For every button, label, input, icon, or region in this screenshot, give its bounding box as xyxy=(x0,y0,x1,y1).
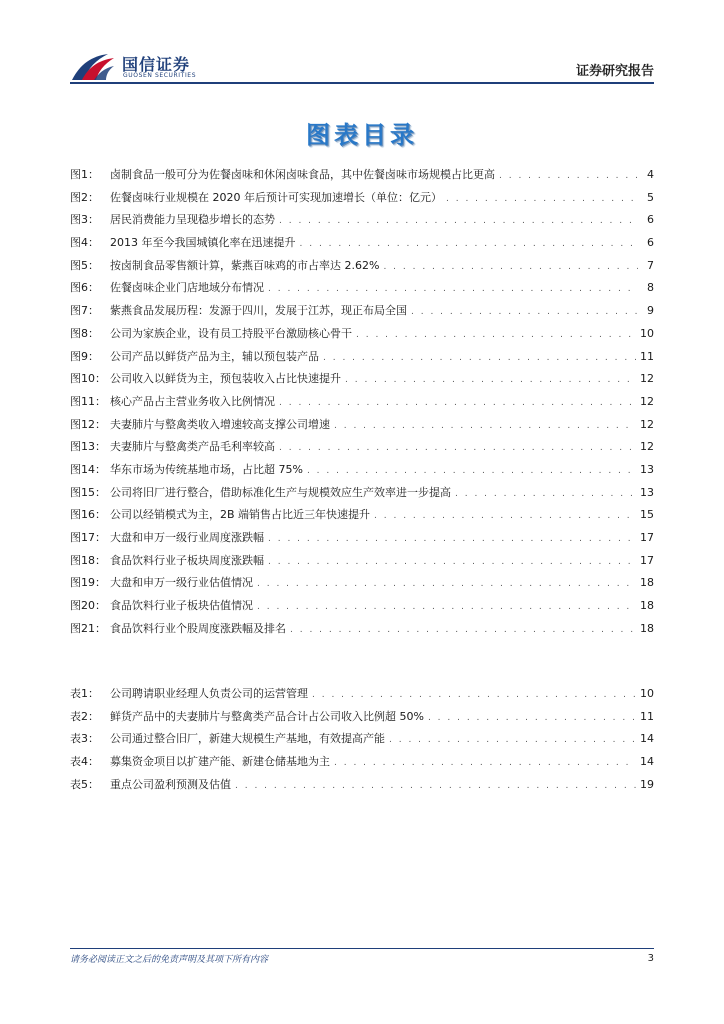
entry-number: 图20： xyxy=(70,599,106,613)
entry-number: 图14： xyxy=(70,462,106,476)
entry-number: 图3： xyxy=(70,213,99,227)
entry-title: 华东市场为传统基地市场，占比超 75% xyxy=(110,462,303,476)
figure-toc-entry[interactable] xyxy=(70,323,654,346)
entry-title: 夫妻肺片与整禽类产品毛利率较高 xyxy=(110,440,275,454)
figure-toc-entry[interactable] xyxy=(70,187,654,210)
table-toc-entry[interactable] xyxy=(70,683,654,706)
figure-toc-entry[interactable] xyxy=(70,414,654,437)
dot-leader xyxy=(312,684,636,707)
entry-page-number: 18 xyxy=(640,621,654,635)
entry-page-number: 13 xyxy=(640,462,654,476)
page-header xyxy=(0,0,724,90)
entry-number: 图13： xyxy=(70,440,106,454)
entry-page-number: 12 xyxy=(640,440,654,454)
entry-number: 图18： xyxy=(70,553,106,567)
table-toc-entry[interactable] xyxy=(70,774,654,797)
figure-toc-entry[interactable] xyxy=(70,164,654,187)
entry-page-number: 12 xyxy=(640,417,654,431)
figure-toc-entry[interactable] xyxy=(70,504,654,527)
entry-number: 图11： xyxy=(70,394,106,408)
dot-leader xyxy=(279,392,636,415)
entry-title: 公司产品以鲜货产品为主，辅以预包装产品 xyxy=(110,349,319,363)
figure-toc-entry[interactable] xyxy=(70,255,654,278)
figure-toc-entry[interactable] xyxy=(70,391,654,414)
entry-page-number: 10 xyxy=(640,687,654,700)
entry-number: 表1： xyxy=(70,687,99,700)
entry-page-number: 9 xyxy=(647,304,654,318)
dot-leader xyxy=(257,596,636,619)
entry-title: 公司为家族企业，设有员工持股平台激励核心骨干 xyxy=(110,326,352,340)
report-type-label: 证券研究报告 xyxy=(575,64,654,79)
entry-number: 图19： xyxy=(70,576,106,590)
entry-number: 图4： xyxy=(70,236,99,250)
figure-toc-entry[interactable] xyxy=(70,232,654,255)
entry-page-number: 11 xyxy=(640,709,654,723)
entry-title: 公司通过整合旧厂，新建大规模生产基地，有效提高产能 xyxy=(110,732,385,746)
figure-toc-entry[interactable] xyxy=(70,300,654,323)
entry-page-number: 10 xyxy=(640,326,654,340)
dot-leader xyxy=(235,775,636,798)
figure-toc-entry[interactable] xyxy=(70,346,654,369)
header-divider xyxy=(70,82,654,84)
entry-title: 居民消费能力呈现稳步增长的态势 xyxy=(110,213,275,227)
entry-title: 公司聘请职业经理人负责公司的运营管理 xyxy=(110,687,308,700)
dot-leader xyxy=(446,188,638,211)
entry-page-number: 17 xyxy=(640,553,654,567)
entry-page-number: 6 xyxy=(647,213,654,227)
entry-title: 佐餐卤味行业规模在 2020 年后预计可实现加速增长（单位：亿元） xyxy=(110,190,442,204)
entry-page-number: 5 xyxy=(647,190,654,204)
entry-page-number: 7 xyxy=(647,258,654,272)
dot-leader xyxy=(334,415,636,438)
dot-leader xyxy=(374,505,636,528)
figure-toc-entry[interactable] xyxy=(70,527,654,550)
dot-leader xyxy=(268,278,638,301)
entry-number: 图1： xyxy=(70,168,99,181)
entry-title: 公司收入以鲜货为主，预包装收入占比快速提升 xyxy=(110,372,341,386)
footer-divider xyxy=(70,948,654,949)
figure-toc-entry[interactable] xyxy=(70,368,654,391)
dot-leader xyxy=(268,528,636,551)
dot-leader xyxy=(300,233,639,256)
page-number: 3 xyxy=(647,953,654,964)
entry-title: 募集资金项目以扩建产能、新建仓储基地为主 xyxy=(110,755,330,769)
figure-toc-entry[interactable] xyxy=(70,550,654,573)
figure-toc-entry[interactable] xyxy=(70,459,654,482)
entry-title: 公司以经销模式为主，2B 端销售占比近三年快速提升 xyxy=(110,508,371,522)
dot-leader xyxy=(345,369,636,392)
entry-page-number: 14 xyxy=(640,755,654,769)
dot-leader xyxy=(455,483,636,506)
entry-title: 紫燕食品发展历程：发源于四川，发展于江苏，现正布局全国 xyxy=(110,304,407,318)
table-toc-entry[interactable] xyxy=(70,751,654,774)
entry-number: 图15： xyxy=(70,485,106,499)
entry-title: 佐餐卤味企业门店地域分布情况 xyxy=(110,281,264,295)
entry-page-number: 6 xyxy=(647,236,654,250)
entry-number: 表2： xyxy=(70,709,99,723)
entry-number: 图21： xyxy=(70,621,106,635)
entry-page-number: 4 xyxy=(647,168,654,181)
page-title: 图表目录 xyxy=(306,121,418,149)
guosen-logo-mark-icon xyxy=(70,50,116,84)
entry-page-number: 8 xyxy=(647,281,654,295)
figure-toc-entry[interactable] xyxy=(70,209,654,232)
brand-name-cn: 国信证券 xyxy=(122,55,191,74)
dot-leader xyxy=(389,729,636,752)
entry-title: 按卤制食品零售额计算，紫燕百味鸡的市占率达 2.62% xyxy=(110,258,380,272)
table-list xyxy=(70,683,654,796)
entry-number: 图8： xyxy=(70,326,99,340)
dot-leader xyxy=(428,707,636,730)
figure-list xyxy=(70,164,654,640)
guosen-logo xyxy=(70,50,220,86)
entry-number: 图17： xyxy=(70,531,106,544)
entry-title: 大盘和申万一级行业周度涨跌幅 xyxy=(110,531,264,544)
entry-title: 食品饮料行业个股周度涨跌幅及排名 xyxy=(110,621,286,635)
entry-title: 核心产品占主营业务收入比例情况 xyxy=(110,394,275,408)
dot-leader xyxy=(279,437,636,460)
entry-page-number: 11 xyxy=(640,349,654,363)
entry-page-number: 19 xyxy=(640,777,654,791)
figure-toc-entry[interactable] xyxy=(70,618,654,641)
dot-leader xyxy=(307,460,636,483)
entry-number: 图2： xyxy=(70,190,99,204)
entry-number: 图7： xyxy=(70,304,99,318)
figure-toc-entry[interactable] xyxy=(70,277,654,300)
entry-page-number: 12 xyxy=(640,394,654,408)
entry-title: 食品饮料行业子板块周度涨跌幅 xyxy=(110,553,264,567)
entry-number: 图6： xyxy=(70,281,99,295)
dot-leader xyxy=(334,752,636,775)
figure-toc-entry[interactable] xyxy=(70,482,654,505)
entry-page-number: 18 xyxy=(640,599,654,613)
entry-title: 夫妻肺片与整禽类收入增速较高支撑公司增速 xyxy=(110,417,330,431)
dot-leader xyxy=(323,347,636,370)
entry-number: 图16： xyxy=(70,508,106,522)
dot-leader xyxy=(257,573,636,596)
entry-title: 大盘和申万一级行业估值情况 xyxy=(110,576,253,590)
dot-leader xyxy=(290,619,636,642)
dot-leader xyxy=(356,324,636,347)
entry-number: 图12： xyxy=(70,417,106,431)
table-toc-entry[interactable] xyxy=(70,706,654,729)
table-toc-entry[interactable] xyxy=(70,728,654,751)
entry-page-number: 18 xyxy=(640,576,654,590)
figure-toc-entry[interactable] xyxy=(70,436,654,459)
figure-toc-entry[interactable] xyxy=(70,595,654,618)
entry-number: 图10： xyxy=(70,372,106,386)
entry-page-number: 15 xyxy=(640,508,654,522)
dot-leader xyxy=(499,165,638,188)
entry-title: 鲜货产品中的夫妻肺片与整禽类产品合计占公司收入比例超 50% xyxy=(110,709,424,723)
figure-toc-entry[interactable] xyxy=(70,572,654,595)
entry-number: 图5： xyxy=(70,258,99,272)
entry-number: 表5： xyxy=(70,777,99,791)
entry-title: 卤制食品一般可分为佐餐卤味和休闲卤味食品，其中佐餐卤味市场规模占比更高 xyxy=(110,168,495,181)
footer-disclaimer: 请务必阅读正文之后的免责声明及其项下所有内容 xyxy=(70,955,269,965)
entry-page-number: 17 xyxy=(640,531,654,544)
entry-number: 表3： xyxy=(70,732,99,746)
dot-leader xyxy=(411,301,638,324)
entry-title: 重点公司盈利预测及估值 xyxy=(110,777,231,791)
entry-page-number: 13 xyxy=(640,485,654,499)
dot-leader xyxy=(383,256,638,279)
entry-title: 食品饮料行业子板块估值情况 xyxy=(110,599,253,613)
entry-number: 表4： xyxy=(70,755,99,769)
entry-page-number: 12 xyxy=(640,372,654,386)
entry-title: 2013 年至今我国城镇化率在迅速提升 xyxy=(110,236,296,250)
entry-title: 公司将旧厂进行整合，借助标准化生产与规模效应生产效率进一步提高 xyxy=(110,485,451,499)
dot-leader xyxy=(279,210,638,233)
entry-page-number: 14 xyxy=(640,732,654,746)
brand-name-en: GUOSEN SECURITIES xyxy=(123,72,197,79)
entry-number: 图9： xyxy=(70,349,99,363)
dot-leader xyxy=(268,551,636,574)
